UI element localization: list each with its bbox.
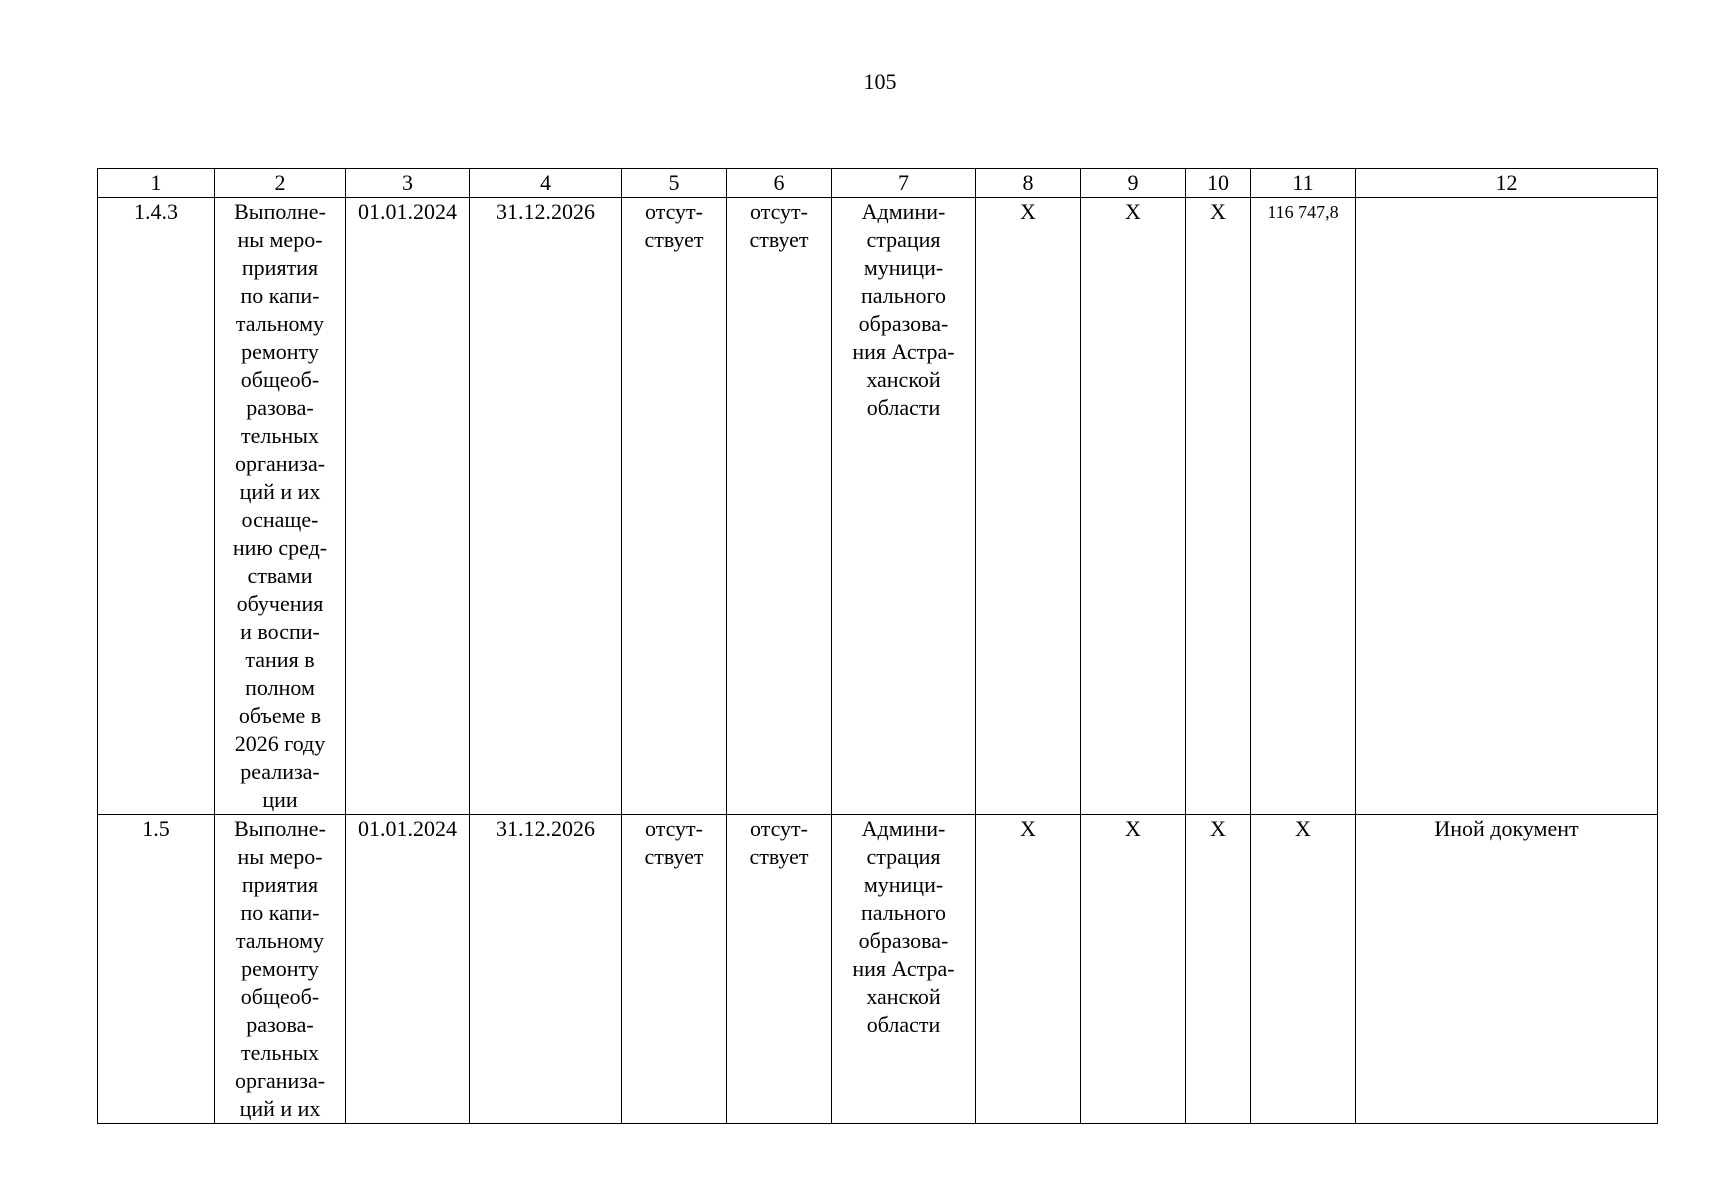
description-line: объеме в <box>238 703 322 728</box>
description-line: организа- <box>234 1068 326 1093</box>
responsible-line: образова- <box>858 311 949 336</box>
column-header-1: 1 <box>98 169 215 198</box>
responsible-line: ния Астра- <box>852 339 955 364</box>
amount-cell: 116 747,8 <box>1251 198 1356 815</box>
col5-line: отсут- <box>644 816 703 841</box>
column-header-9: 9 <box>1081 169 1186 198</box>
end-date-cell: 31.12.2026 <box>470 198 622 815</box>
table-row <box>98 815 1658 1124</box>
col9-cell: X <box>1081 198 1186 815</box>
description-line: и воспи- <box>240 619 320 644</box>
column-header-10: 10 <box>1186 169 1251 198</box>
col5-line: ствует <box>644 227 704 252</box>
description-line: разова- <box>246 1012 314 1037</box>
description-line: приятия <box>241 255 319 280</box>
column-header-2: 2 <box>215 169 346 198</box>
description-line: Выполне- <box>234 816 326 841</box>
description-line: ны меро- <box>237 844 323 869</box>
responsible-cell <box>832 815 976 1124</box>
document-cell <box>1356 198 1658 815</box>
start-date-cell: 01.01.2024 <box>346 198 470 815</box>
description-line: ремонту <box>241 339 319 364</box>
responsible-line: пального <box>861 900 946 925</box>
description-line: обучения <box>236 591 324 616</box>
description-line: Выполне- <box>234 199 326 224</box>
description-line: общеоб- <box>240 984 320 1009</box>
description-line: оснаще- <box>241 507 319 532</box>
col6-line: отсут- <box>749 816 808 841</box>
responsible-line: муници- <box>863 255 944 280</box>
column-header-7: 7 <box>832 169 976 198</box>
responsible-line: ния Астра- <box>852 956 955 981</box>
responsible-line: области <box>866 395 941 420</box>
description-line: тания в <box>245 647 315 672</box>
col8-cell: X <box>976 815 1081 1124</box>
table-header-row <box>98 169 1658 198</box>
responsible-line: страция <box>866 844 941 869</box>
description-line: полном <box>245 675 315 700</box>
row-number-cell: 1.4.3 <box>98 198 215 815</box>
column-header-6: 6 <box>727 169 832 198</box>
column-header-11: 11 <box>1251 169 1356 198</box>
description-line: ции <box>262 787 298 812</box>
col8-cell: X <box>976 198 1081 815</box>
document-cell: Иной документ <box>1356 815 1658 1124</box>
description-cell <box>215 198 346 815</box>
end-date-cell: 31.12.2026 <box>470 815 622 1124</box>
column-header-3: 3 <box>346 169 470 198</box>
col6-line: отсут- <box>749 199 808 224</box>
column-header-4: 4 <box>470 169 622 198</box>
page-number: 105 <box>863 69 897 94</box>
description-line: ны меро- <box>237 227 323 252</box>
column-header-12: 12 <box>1356 169 1658 198</box>
description-line: ций и их <box>239 1096 321 1121</box>
description-cell <box>215 815 346 1124</box>
responsible-line: образова- <box>858 928 949 953</box>
col5-line: ствует <box>644 844 704 869</box>
responsible-line: ханской <box>866 367 941 392</box>
description-line: тельных <box>241 423 319 448</box>
description-line: тальному <box>235 311 325 336</box>
responsible-line: ханской <box>866 984 941 1009</box>
description-line: приятия <box>241 872 319 897</box>
description-line: реализа- <box>240 759 320 784</box>
description-line: разова- <box>246 395 314 420</box>
description-line: тельных <box>241 1040 319 1065</box>
col6-line: ствует <box>749 227 809 252</box>
col6-line: ствует <box>749 844 809 869</box>
document-table <box>97 168 1658 1124</box>
responsible-line: Админи- <box>861 816 946 841</box>
col6-cell <box>727 815 832 1124</box>
description-line: 2026 году <box>234 731 326 756</box>
responsible-line: муници- <box>863 872 944 897</box>
responsible-line: страция <box>866 227 941 252</box>
description-line: тальному <box>235 928 325 953</box>
description-line: ций и их <box>239 479 321 504</box>
responsible-line: Админи- <box>861 199 946 224</box>
col5-line: отсут- <box>644 199 703 224</box>
responsible-line: области <box>866 1012 941 1037</box>
description-line: ремонту <box>241 956 319 981</box>
description-line: организа- <box>234 451 326 476</box>
col10-cell: X <box>1186 815 1251 1124</box>
responsible-cell <box>832 198 976 815</box>
col5-cell <box>622 815 727 1124</box>
col5-cell <box>622 198 727 815</box>
description-line: по капи- <box>240 283 320 308</box>
row-number-cell: 1.5 <box>98 815 215 1124</box>
responsible-line: пального <box>861 283 946 308</box>
column-header-8: 8 <box>976 169 1081 198</box>
table-row <box>98 198 1658 815</box>
amount-cell: X <box>1251 815 1356 1124</box>
col10-cell: X <box>1186 198 1251 815</box>
description-line: по капи- <box>240 900 320 925</box>
col9-cell: X <box>1081 815 1186 1124</box>
start-date-cell: 01.01.2024 <box>346 815 470 1124</box>
column-header-5: 5 <box>622 169 727 198</box>
description-line: общеоб- <box>240 367 320 392</box>
col6-cell <box>727 198 832 815</box>
description-line: ствами <box>247 563 313 588</box>
description-line: нию сред- <box>232 535 328 560</box>
